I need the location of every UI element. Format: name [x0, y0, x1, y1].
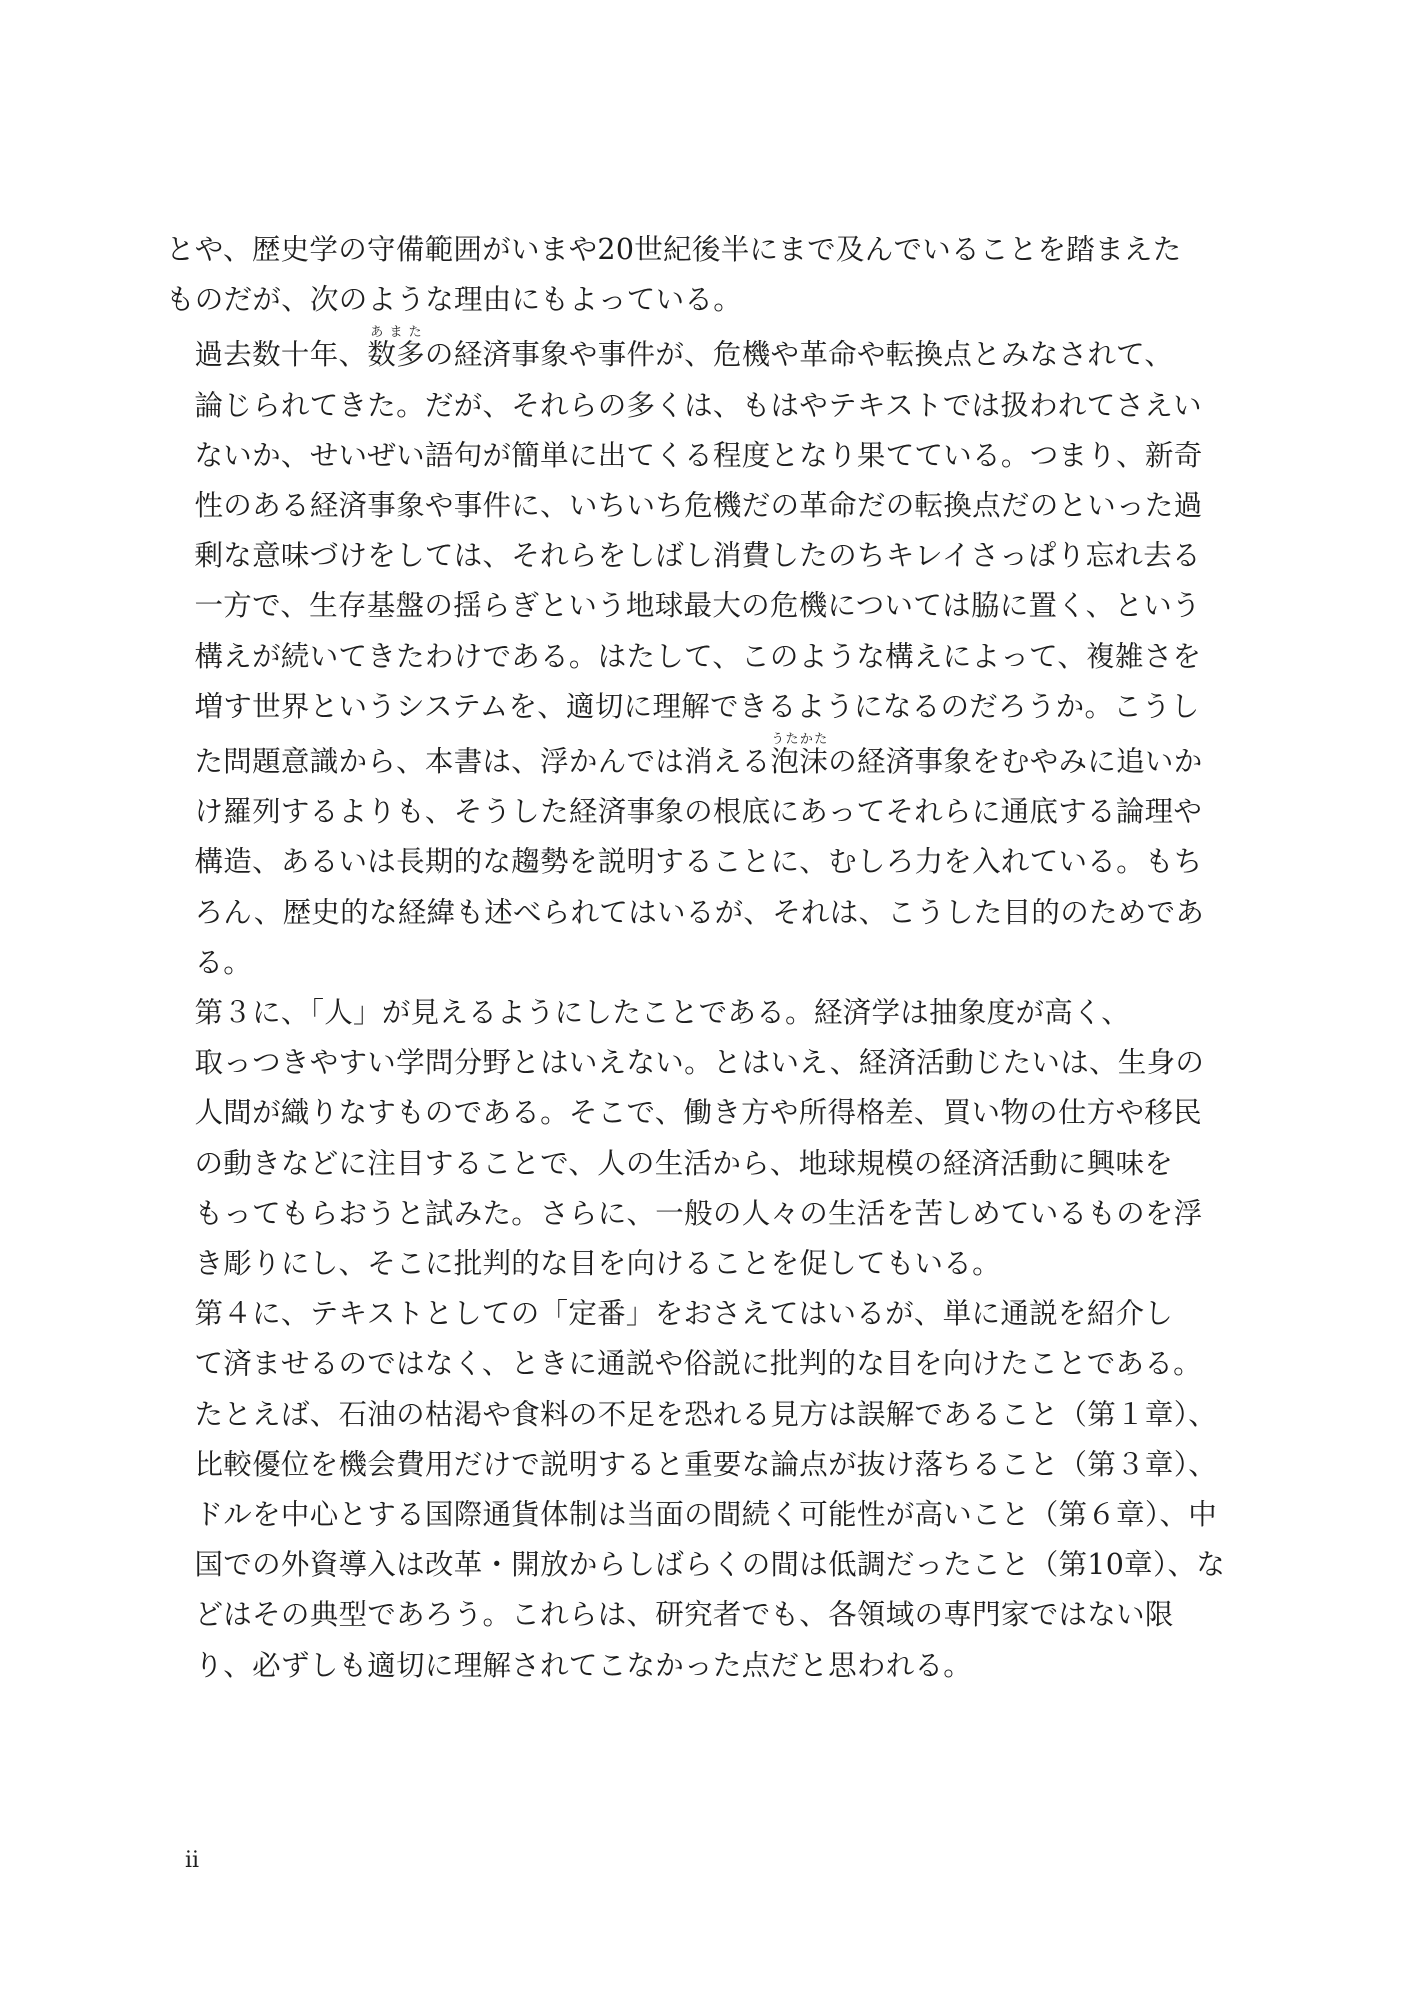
text-line: の動きなどに注目することで、人の生活から、地球規模の経済活動に興味を	[194, 1146, 1174, 1180]
text-line: ものだが、次のような理由にもよっている。	[166, 283, 743, 317]
text-line: とや、歴史学の守備範囲がいまや20世紀後半にまで及んでいることを踏まえた	[166, 233, 1182, 266]
page-number: ii	[185, 1848, 200, 1873]
text-line: て済ませるのではなく、ときに通説や俗説に批判的な目を向けたことである。	[194, 1347, 1202, 1381]
text-line: る。	[194, 945, 253, 979]
body-text	[166, 225, 1226, 1691]
text-line-with-ruby	[166, 325, 1226, 380]
ruby-reading: あまた	[367, 325, 425, 341]
ruby-reading: うたかた	[770, 732, 829, 748]
text-line: 取っつきやすい学問分野とはいえない。とはいえ、経済活動じたいは、生身の	[194, 1046, 1205, 1080]
text-line: もってもらおうと試みた。さらに、一般の人々の生活を苦しめているものを浮	[194, 1196, 1203, 1230]
text-segment: た問題意識から、本書は、浮かんでは消える	[194, 745, 771, 779]
text-line: ろん、歴史的な経緯も述べられてはいるが、それは、こうした目的のためであ	[194, 895, 1205, 929]
text-line: 第４に、テキストとしての「定番」をおさえてはいるが、単に通説を紹介し	[194, 1297, 1174, 1331]
text-segment: 過去数十年、	[194, 338, 368, 372]
text-line: 一方で、生存基盤の揺らぎという地球最大の危機については脇に置く、という	[194, 589, 1201, 623]
text-line: け羅列するよりも、そうした経済事象の根底にあってそれらに通底する論理や	[194, 795, 1203, 829]
text-line: 性のある経済事象や事件に、いちいち危機だの革命だの転換点だのといった過	[194, 489, 1203, 523]
text-line: り、必ずしも適切に理解されてこなかった点だと思われる。	[194, 1648, 973, 1682]
text-line: 国での外資導入は改革・開放からしばらくの間は低調だったこと（第10章）、な	[194, 1548, 1226, 1582]
text-line: 構えが続いてきたわけである。はたして、このような構えによって、複雑さを	[194, 639, 1202, 673]
text-line: 第３に、「人」が見えるようにしたことである。経済学は抽象度が高く、	[194, 996, 1131, 1030]
text-segment: の経済事象や事件が、危機や革命や転換点とみなされて、	[424, 338, 1174, 372]
text-line: ドルを中心とする国際通貨体制は当面の間続く可能性が高いこと（第６章）、中	[194, 1498, 1218, 1532]
ruby-base: 泡沫	[770, 745, 829, 779]
paragraph-1	[166, 225, 1226, 325]
ruby-annotation	[770, 732, 829, 779]
text-line: 比較優位を機会費用だけで説明すると重要な論点が抜け落ちること（第３章）、	[194, 1447, 1218, 1481]
text-line: 剰な意味づけをしては、それらをしばし消費したのちキレイさっぱり忘れ去る	[194, 539, 1201, 573]
text-line: き彫りにし、そこに批判的な目を向けることを促してもいる。	[194, 1247, 1001, 1281]
ruby-base: 数多	[367, 338, 425, 372]
paragraph-4	[166, 1289, 1226, 1691]
paragraph-2	[166, 325, 1226, 988]
text-line: 論じられてきた。だが、それらの多くは、もはやテキストでは扱われてさえい	[194, 388, 1202, 422]
text-segment: の経済事象をむやみに追いか	[828, 745, 1203, 779]
text-line: どはその典型であろう。これらは、研究者でも、各領域の専門家ではない限	[194, 1598, 1174, 1632]
text-line: 増す世界というシステムを、適切に理解できるようになるのだろうか。こうし	[194, 689, 1200, 723]
text-line: 人間が織りなすものである。そこで、働き方や所得格差、買い物の仕方や移民	[194, 1096, 1202, 1130]
text-line: たとえば、石油の枯渇や食料の不足を恐れる見方は誤解であること（第１章）、	[194, 1397, 1218, 1431]
ruby-annotation	[367, 325, 425, 372]
text-line-with-ruby	[166, 732, 1226, 787]
paragraph-3	[166, 988, 1226, 1289]
text-line: ないか、せいぜい語句が簡単に出てくる程度となり果てている。つまり、新奇	[194, 438, 1203, 472]
text-line: 構造、あるいは長期的な趨勢を説明することに、むしろ力を入れている。もち	[194, 845, 1203, 879]
